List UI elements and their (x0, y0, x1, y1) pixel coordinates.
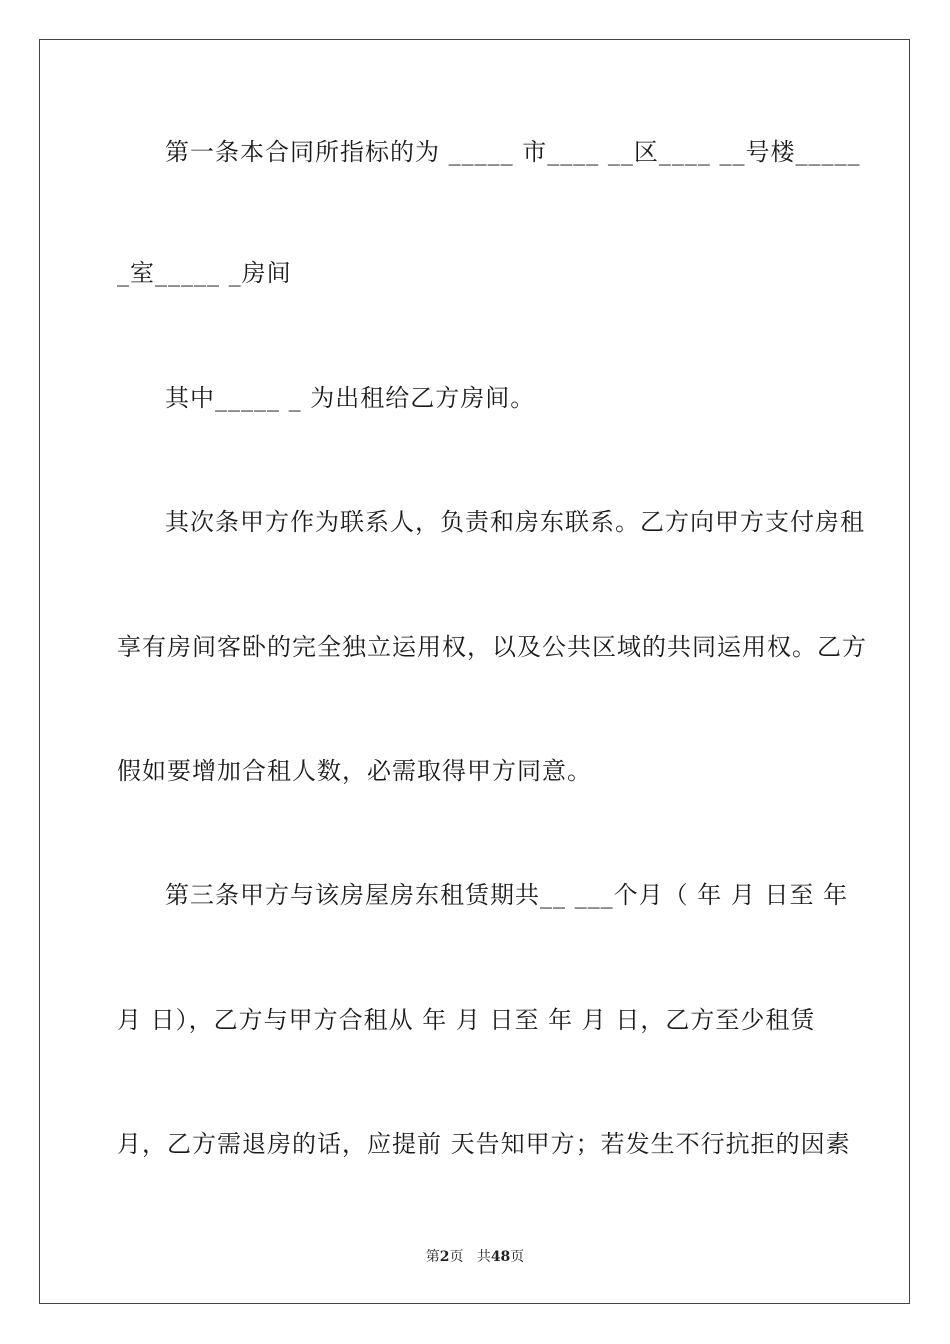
page-footer (0, 1248, 950, 1266)
footer-page-number: 2 (439, 1249, 450, 1265)
paragraph-3-line-3: 假如要增加合租人数，必需取得甲方同意。 (117, 757, 592, 785)
page-border (39, 39, 910, 1304)
footer-page-suffix: 页 (449, 1249, 464, 1265)
paragraph-4-line-1: 第三条甲方与该房屋房东租赁期共__ ___个月（ 年 月 日至 年 (165, 881, 849, 909)
paragraph-3-line-1: 其次条甲方作为联系人，负责和房东联系。乙方向甲方支付房租 (165, 508, 865, 536)
paragraph-4-line-3: 月，乙方需退房的话，应提前 天告知甲方；若发生不行抗拒的因素 (117, 1130, 851, 1158)
paragraph-1-line-2: _室_____ _房间 (117, 259, 292, 287)
paragraph-4-line-2: 月 日），乙方与甲方合租从 年 月 日至 年 月 日，乙方至少租赁 (117, 1006, 816, 1034)
footer-total-suffix: 页 (510, 1249, 525, 1265)
footer-page-prefix: 第 (425, 1249, 440, 1265)
paragraph-2-line-1: 其中_____ _ 为出租给乙方房间。 (165, 384, 536, 412)
footer-total-prefix: 共 (476, 1249, 491, 1265)
footer-total-pages: 48 (490, 1249, 511, 1265)
paragraph-1-line-1: 第一条本合同所指标的为 _____ 市____ __区____ __号楼_____ (165, 138, 861, 166)
paragraph-3-line-2: 享有房间客卧的完全独立运用权，以及公共区域的共同运用权。乙方 (117, 633, 867, 661)
